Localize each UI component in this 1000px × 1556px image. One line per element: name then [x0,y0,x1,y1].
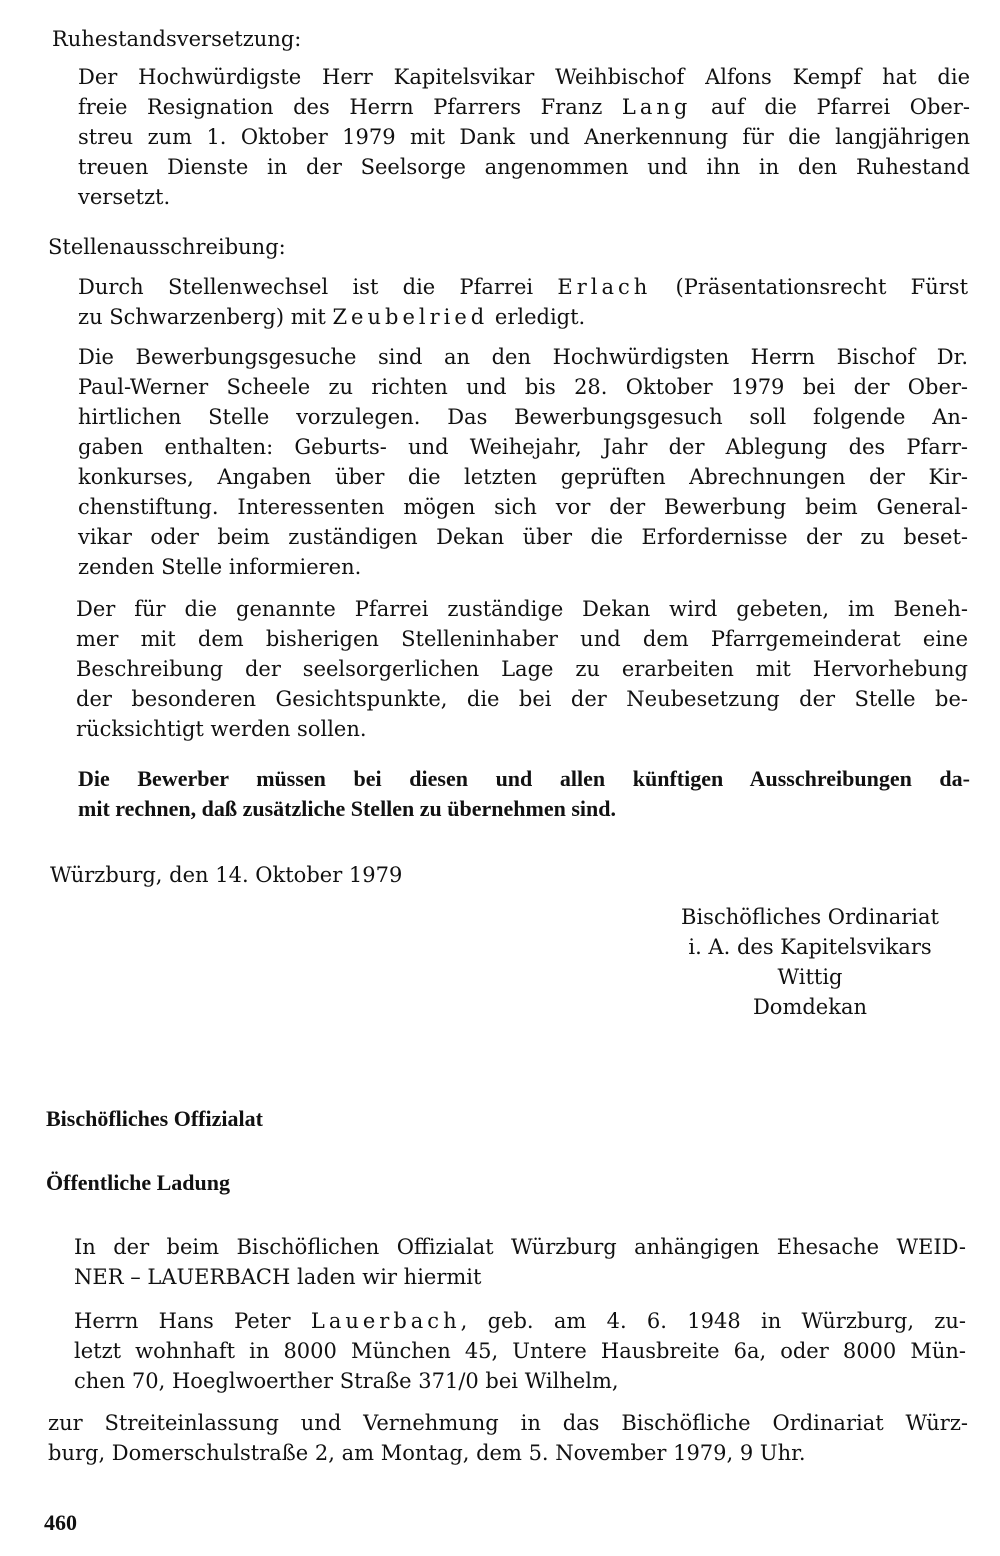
retirement-line: freie Resignation des Herrn Pfarrers Franz Lang auf die Pfarrei Ober- [78,95,970,119]
officialate-p1-line: NER – LAUERBACH laden wir hiermit [74,1265,482,1289]
signature-line: i. A. des Kapitelsvikars [688,935,932,959]
page-number: 460 [44,1510,77,1535]
vacancy-heading: Stellenausschreibung: [48,235,286,259]
vacancy-p3-line: mer mit dem bisherigen Stelleninhaber und dem Pfarrgemeinderat eine [76,627,968,651]
vacancy-p2-line: Paul-Werner Scheele zu richten und bis 28. Oktober 1979 bei der Ober- [78,375,968,399]
vacancy-p1-line: Durch Stellenwechsel ist die Pfarrei Erlach (Präsentationsrecht Fürst [78,275,969,299]
officialate-p3-line: zur Streiteinlassung und Vernehmung in das Bischöfliche Ordinariat Würz- [48,1411,968,1435]
dateline: Würzburg, den 14. Oktober 1979 [50,863,403,887]
officialate-heading: Bischöfliches Offizialat [46,1106,263,1131]
name-lang: Lang [621,95,692,119]
vacancy-p3-line: der besonderen Gesichtspunkte, die bei der Neubesetzung der Stelle be- [76,687,968,711]
retirement-line: versetzt. [78,185,171,209]
vacancy-p2-line: gaben enthalten: Geburts- und Weihejahr, Jahr der Ablegung des Pfarr- [78,435,968,459]
vacancy-p1-line: zu Schwarzenberg) mit Zeubelried erledigt. [78,305,586,329]
name-erlach: Erlach [557,275,652,299]
vacancy-p3-line: Der für die genannte Pfarrei zuständige Dekan wird gebeten, im Beneh- [76,597,968,621]
vacancy-p2-line: Die Bewerbungsgesuche sind an den Hochwürdigsten Herrn Bischof Dr. [78,345,968,369]
signature-line: Domdekan [752,995,868,1019]
vacancy-notice-line: Die Bewerber müssen bei diesen und allen künftigen Ausschreibungen da- [78,766,970,791]
officialate-p2-line: Herrn Hans Peter Lauerbach, geb. am 4. 6. 1948 in Würzburg, zu- [74,1309,966,1333]
name-lauerbach: Lauerbach [310,1309,461,1333]
vacancy-p3-line: Beschreibung der seelsorgerlichen Lage zu erarbeiten mit Hervorhebung [76,657,968,681]
vacancy-p2-line: vikar oder beim zuständigen Dekan über die Erfordernisse der zu beset- [78,525,968,549]
officialate-p2-line: chen 70, Hoeglwoerther Straße 371/0 bei Wilhelm, [74,1369,619,1393]
officialate-p3-line: burg, Domerschulstraße 2, am Montag, dem 5. November 1979, 9 Uhr. [48,1441,806,1465]
retirement-line: treuen Dienste in der Seelsorge angenommen und ihn in den Ruhestand [78,155,970,179]
officialate-subheading: Öffentliche Ladung [46,1170,230,1195]
vacancy-p2-line: zenden Stelle informieren. [78,555,362,579]
signature-line: Wittig [777,965,843,989]
retirement-heading: Ruhestandsversetzung: [52,27,302,51]
vacancy-p2-line: hirtlichen Stelle vorzulegen. Das Bewerbungsgesuch soll folgende An- [78,405,968,429]
officialate-p1-line: In der beim Bischöflichen Offizialat Würzburg anhängigen Ehesache WEID- [74,1235,966,1259]
officialate-p2-line: letzt wohnhaft in 8000 München 45, Untere Hausbreite 6a, oder 8000 Mün- [74,1339,966,1363]
retirement-line: streu zum 1. Oktober 1979 mit Dank und Anerkennung für die langjährigen [78,125,970,149]
name-zeubelried: Zeubelried [332,305,489,329]
vacancy-p3-line: rücksichtigt werden sollen. [76,717,367,741]
vacancy-p2-line: chenstiftung. Interessenten mögen sich vor der Bewerbung beim General- [78,495,968,519]
retirement-line: Der Hochwürdigste Herr Kapitelsvikar Weihbischof Alfons Kempf hat die [78,65,970,89]
vacancy-notice-line: mit rechnen, daß zusätzliche Stellen zu übernehmen sind. [78,796,617,821]
signature-line: Bischöfliches Ordinariat [681,905,939,929]
vacancy-p2-line: konkurses, Angaben über die letzten geprüften Abrechnungen der Kir- [78,465,968,489]
